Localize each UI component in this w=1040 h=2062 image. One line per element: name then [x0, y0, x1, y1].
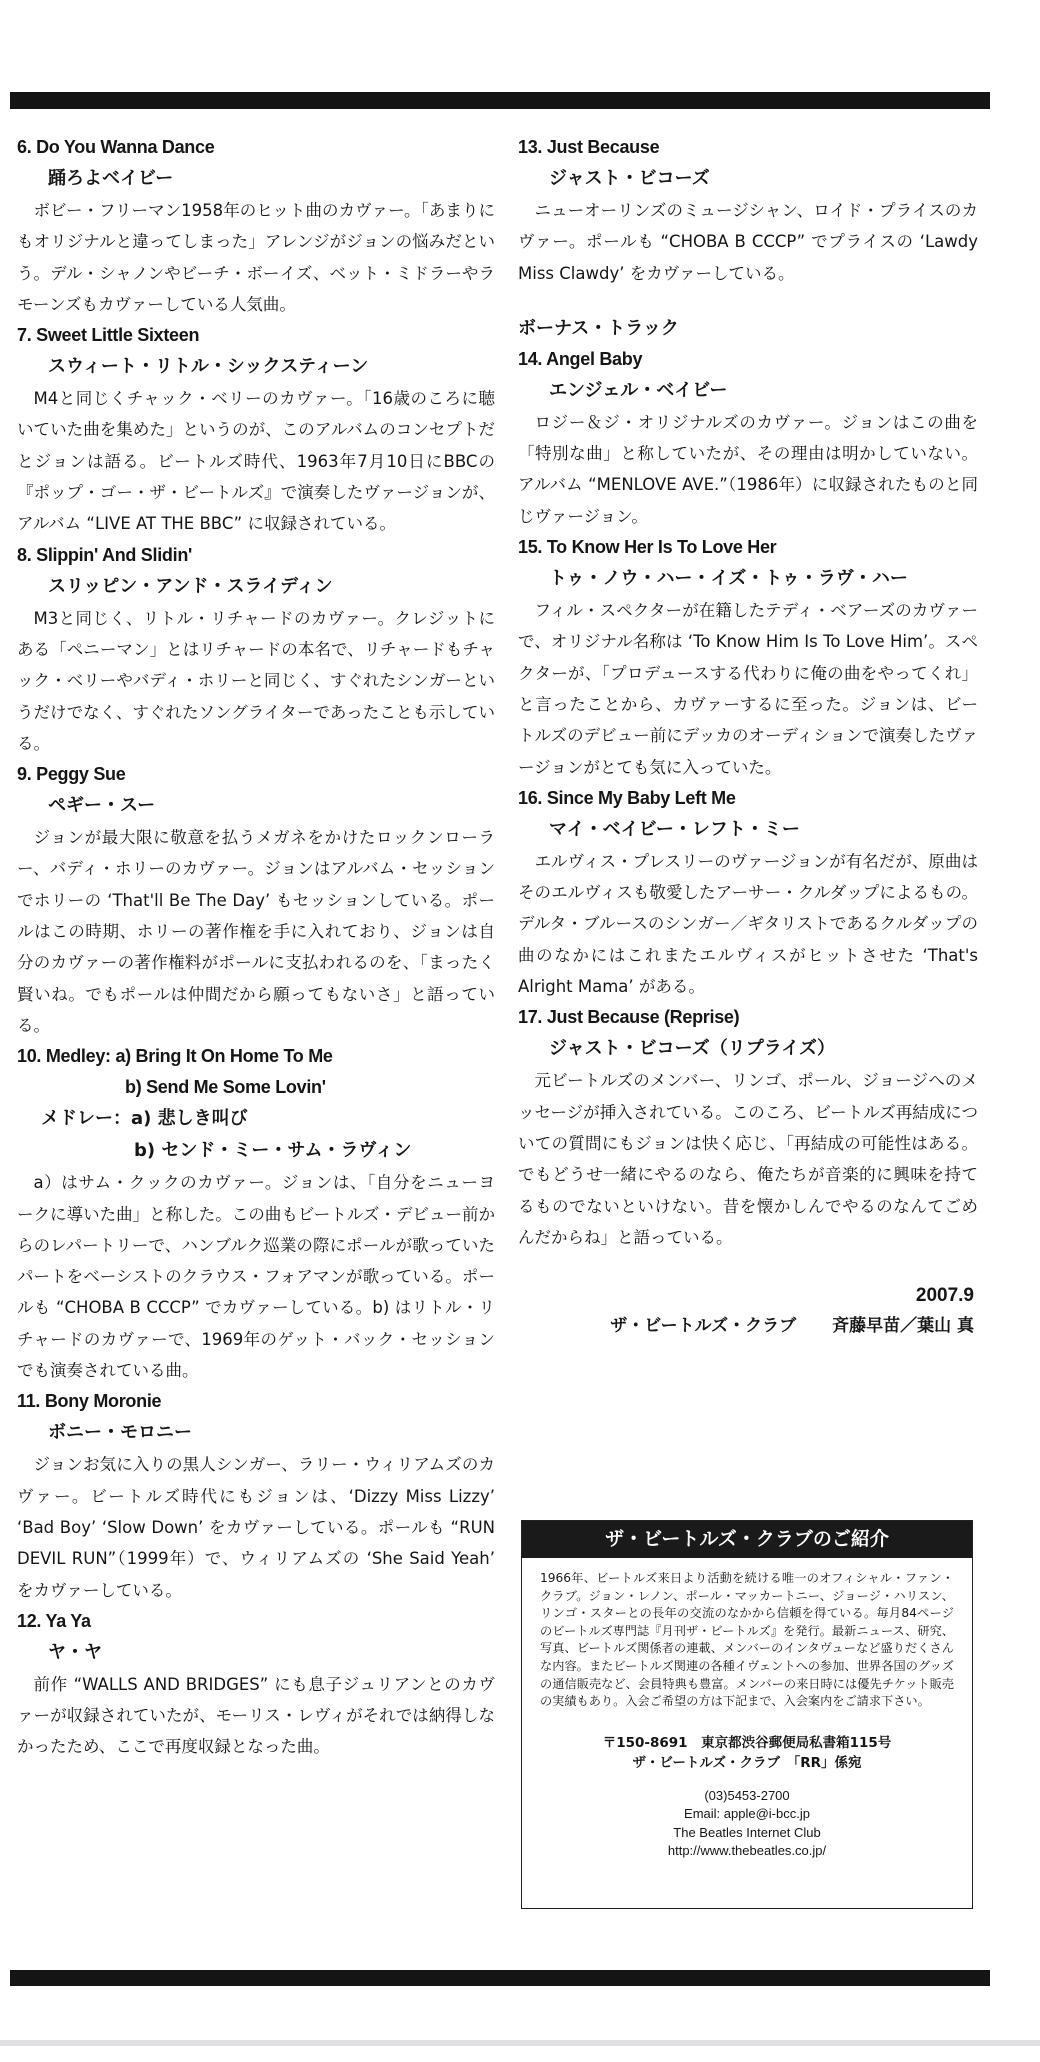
bottom-rule: [10, 1970, 990, 1986]
track-16: [518, 783, 978, 1002]
track-13: [518, 132, 978, 289]
page-edge-line: [0, 2040, 1040, 2046]
track-title-ja: スウィート・リトル・シックスティーン: [48, 356, 369, 378]
track-title-en: 11. Bony Moronie: [17, 1391, 162, 1412]
track-title-en: 16. Since My Baby Left Me: [518, 787, 736, 808]
track-title-ja: マイ・ベイビー・レフト・ミー: [549, 818, 800, 840]
track-10: [17, 1041, 495, 1386]
website-url[interactable]: http://www.thebeatles.co.jp/: [667, 1843, 827, 1859]
signature-credit: [518, 1311, 974, 1341]
track-title-en: 13. Just Because: [518, 137, 660, 157]
track-11: [17, 1386, 495, 1605]
track-title-ja: メドレー：a) 悲しき叫び: [41, 1108, 248, 1130]
track-8: [17, 540, 495, 759]
club-info-box: [521, 1520, 973, 1909]
track-title-en: 7. Sweet Little Sixteen: [17, 325, 200, 346]
track-17: [518, 1002, 978, 1253]
track-description: M4と同じくチャック・ベリーのカヴァー。「16歳のころに聴いていた曲を集めた」というのが、このアルバムのコンセプトだとジョンは語る。ビートルズ時代、1963年7月10日にBBCの『ポップ・ゴー・ザ・ビートルズ』で演奏したヴァージョンが、アルバム “LIVE AT THE BBC” に収録されている。: [17, 389, 495, 534]
track-title-en: 12. Ya Ya: [17, 1610, 91, 1631]
track-title-en: 10. Medley: a) Bring It On Home To Me: [17, 1046, 333, 1067]
signature-club: ザ・ビートルズ・クラブ: [610, 1316, 797, 1337]
track-title-en: 17. Just Because (Reprise): [518, 1007, 740, 1028]
track-title-en: 8. Slippin' And Slidin': [17, 544, 192, 565]
signature: [518, 1281, 978, 1341]
postal-address: 〒150-8691 東京都渋谷郵便局私書箱115号: [602, 1734, 892, 1751]
track-title-ja: ジャスト・ビコーズ: [549, 168, 710, 189]
top-rule: [10, 92, 990, 109]
bonus-track-heading: ボーナス・トラック: [518, 317, 679, 339]
track-title-ja: スリッピン・アンド・スライディン: [48, 575, 333, 597]
track-description: エルヴィス・プレスリーのヴァージョンが有名だが、原曲はそのエルヴィスも敬愛したアーサー・クルダップによるもの。デルタ・ブルースのシンガー／ギタリストであるクルダップの曲のなかにはこれまたエルヴィスがヒットさせた ‘That's Alright Mama’ がある。: [518, 851, 978, 997]
track-title-en: 15. To Know Her Is To Love Her: [518, 537, 777, 558]
phone-number: (03)5453-2700: [704, 1787, 790, 1803]
club-info-title: ザ・ビートルズ・クラブのご紹介: [522, 1521, 972, 1558]
track-description: a）はサム・クックのカヴァー。ジョンは、「自分をニューヨークに導いた曲」と称した。この曲もビートルズ・デビュー前からのレパートリーで、ハンブルク巡業の際にポールが歌っていたパートをベーシストのクラウス・フォアマンが歌っている。ポールも “CHOBA B CCCP” でカヴァーしている。b) はリトル・リチャードのカヴァーで、1969年のゲット・バック・セッションでも演奏されている曲。: [17, 1173, 495, 1381]
track-title-ja: ボニー・モロニー: [48, 1422, 192, 1444]
track-15: [518, 532, 978, 783]
track-title-en: 6. Do You Wanna Dance: [17, 137, 215, 157]
track-title-en: 14. Angel Baby: [518, 348, 643, 369]
track-description: 元ビートルズのメンバー、リンゴ、ポール、ジョージへのメッセージが挿入されている。このころ、ビートルズ再結成についての質問にもジョンは快く応じ、「再結成の可能性はある。でもどうせ一緒にやるのなら、俺たちが音楽的に興味を持てるものでないといけない。昔を懐かしんでやるのなんてごめんだからね」と語っている。: [518, 1071, 978, 1247]
address-department: ザ・ビートルズ・クラブ 「RR」係宛: [632, 1754, 862, 1771]
track-9: [17, 759, 495, 1041]
track-title-ja: ジャスト・ビコーズ（リプライズ）: [549, 1038, 836, 1060]
track-description: ロジー＆ジ・オリジナルズのカヴァー。ジョンはこの曲を「特別な曲」と称していたが、その理由は明かしていない。アルバム “MENLOVE AVE.”（1986年）に収録されたものと同じヴァージョン。: [518, 412, 978, 526]
track-description: ジョンお気に入りの黒人シンガー、ラリー・ウィリアムズのカヴァー。ビートルズ時代にもジョンは、‘Dizzy Miss Lizzy’ ‘Bad Boy’ ‘Slow Down’ をカヴァーしている。ポールも “RUN DEVIL RUN”（1999年）で、ウィリアムズの ‘She Said Yeah’ をカヴァーしている。: [17, 1455, 495, 1600]
track-title-ja: トゥ・ノウ・ハー・イズ・トゥ・ラヴ・ハー: [549, 568, 908, 590]
signature-date: 2007.9: [915, 1285, 974, 1307]
track-12: [17, 1606, 495, 1763]
track-title-en-b: b) Send Me Some Lovin': [125, 1077, 326, 1098]
track-description: ジョンが最大限に敬意を払うメガネをかけたロックンローラー、バディ・ホリーのカヴァー。ジョンはアルバム・セッションでホリーの ‘That'll Be The Day’ もセッションしている。ポールはこの時期、ホリーの著作権を手に入れており、ジョンは自分のカヴァーの著作権料がポールに支払われるのを、「まったく賢いね。でもポールは仲間だから願ってもないさ」と語っている。: [17, 828, 495, 1035]
track-description: ボビー・フリーマン1958年のヒット曲のカヴァー。「あまりにもオリジナルと違ってしまった」アレンジがジョンの悩みだという。デル・シャノンやビーチ・ボーイズ、ベット・ミドラーやラモーンズもカヴァーしている人気曲。: [17, 201, 495, 314]
club-contact: [522, 1787, 972, 1861]
track-title-ja: ペギー・スー: [48, 795, 156, 817]
signature-authors: 斉藤早苗／葉山 真: [832, 1316, 974, 1337]
track-description: フィル・スペクターが在籍したテディ・ベアーズのカヴァーで、オリジナル名称は ‘To Know Him Is To Love Him’。スペクターが、「プロデュースする代わりに俺の曲をやってくれ」と言ったことから、カヴァーするに至った。ジョンは、ビートルズのデビュー前にデッカのオーディションで演奏したヴァージョンがとても気に入っていた。: [518, 601, 978, 777]
track-description: 前作 “WALLS AND BRIDGES” にも息子ジュリアンとのカヴァーが収録されていたが、モーリス・レヴィがそれでは納得しなかったため、ここで再度収録となった曲。: [17, 1674, 495, 1757]
email-address: Email: apple@i-bcc.jp: [684, 1806, 810, 1822]
track-description: M3と同じく、リトル・リチャードのカヴァー。クレジットにある「ペニーマン」とはリチャードの本名で、リチャードもチャック・ベリーやバディ・ホリーと同じく、すぐれたシンガーというだけでなく、すぐれたソングライターであったことも示している。: [17, 608, 495, 753]
track-14: [518, 344, 978, 532]
right-column: [518, 132, 978, 1341]
track-title-ja: 踊ろよベイビー: [48, 168, 174, 189]
track-title-ja: ヤ・ヤ: [48, 1641, 102, 1663]
track-6: [17, 132, 495, 320]
track-7: [17, 320, 495, 539]
track-title-en: 9. Peggy Sue: [17, 764, 126, 785]
club-address: [522, 1733, 972, 1773]
left-column: [17, 132, 495, 1763]
club-info-text: 1966年、ビートルズ来日より活動を続ける唯一のオフィシャル・ファン・クラブ。ジョン・レノン、ポール・マッカートニー、ジョージ・ハリスン、リンゴ・スターとの長年の交流のなかから信頼を得ている。毎月84ページのビートルズ専門誌『月刊ザ・ビートルズ』を発行。最新ニュース、研究、写真、ビートルズ関係者の連載、メンバーのインタヴューなど盛りだくさんな内容。またビートルズ関連の各種イヴェントへの参加、世界各国のグッズの通信販売など、会員特典も豊富。メンバーの来日時には優先チケット販売の実績もあり。入会ご希望の方は下記まで、入会案内をご請求下さい。: [540, 1571, 954, 1709]
track-title-ja-b: b) センド・ミー・サム・ラヴィン: [134, 1140, 412, 1162]
track-description: ニューオーリンズのミュージシャン、ロイド・プライスのカヴァー。ポールも “CHOBA B CCCP” でプライスの ‘Lawdy Miss Clawdy’ をカヴァーしている。: [518, 201, 978, 283]
internet-club-name: The Beatles Internet Club: [673, 1824, 821, 1840]
track-title-ja: エンジェル・ベイビー: [549, 379, 728, 401]
